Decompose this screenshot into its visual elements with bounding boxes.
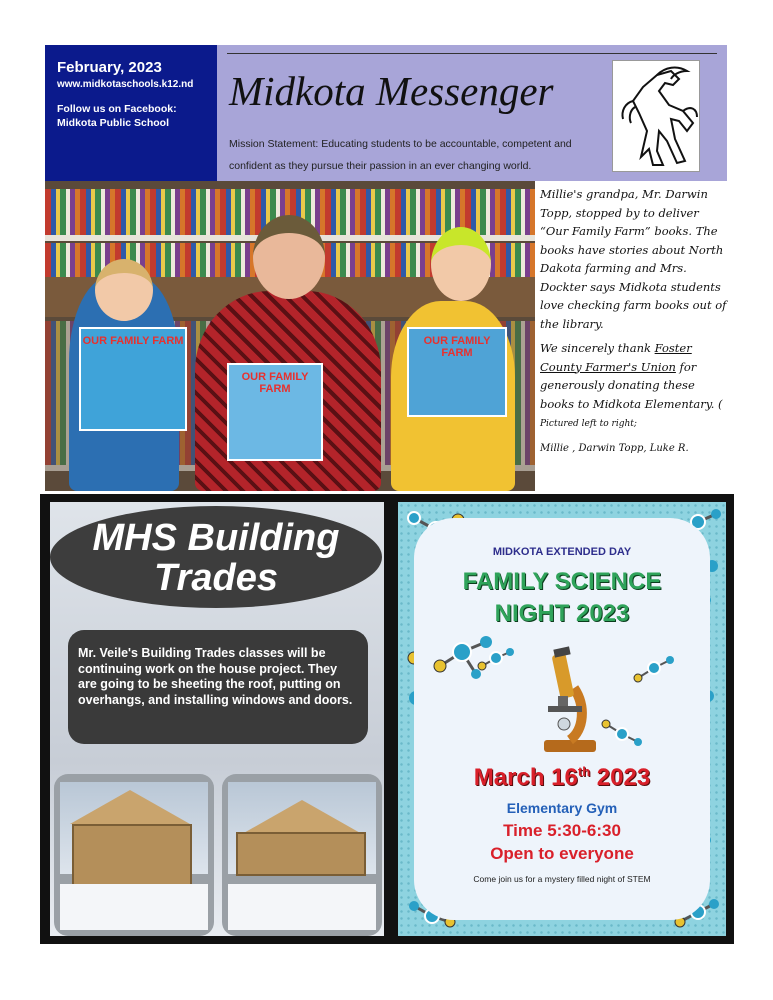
microscope-icon	[534, 644, 604, 756]
house-photo-1	[54, 774, 214, 936]
book-our-family-farm: OUR FAMILY FARM	[407, 327, 507, 417]
building-trades-title-line-2: Trades	[154, 557, 278, 599]
house-frame	[236, 832, 366, 876]
photo-caption: Millie , Darwin Topp, Luke R.	[540, 442, 689, 454]
molecule-icon	[630, 650, 678, 690]
science-night-title-line-2: NIGHT 2023	[494, 600, 630, 627]
issue-date: February, 2023	[57, 59, 162, 76]
pictured-note: Pictured left to right;	[540, 419, 637, 429]
building-trades-text: Mr. Veile's Building Trades classes will be continuing work on the house project. They are going to be sheeting the roof, putting on overhangs, and installing windows and doors.	[68, 630, 368, 744]
science-night-title-line-1: FAMILY SCIENCE	[462, 568, 662, 595]
header-info-panel	[45, 45, 217, 181]
event-location: Elementary Gym	[506, 800, 618, 816]
school-website[interactable]: www.midkotaschools.k12.nd	[57, 79, 194, 90]
story-text	[540, 185, 730, 464]
event-date-day: March 16	[473, 764, 578, 791]
millie-face	[95, 259, 153, 321]
snow	[228, 884, 376, 930]
story-paragraph-2	[540, 339, 730, 434]
event-date-year: 2023	[590, 764, 651, 791]
building-trades-title	[50, 506, 382, 608]
story-thanks: We sincerely thank	[540, 341, 655, 355]
mission-statement: Mission Statement: Educating students to be accountable, competent and confident as they pursue their passion in an ever changing world.	[229, 138, 572, 172]
story-paragraph-1: Millie's grandpa, Mr. Darwin Topp, stopped by to deliver “Our Family Farm” books. The books have stories about North Dakota farming and Mrs. Dockter says Midkota students love checking farm books out of the library.	[540, 187, 727, 331]
event-time: Time 5:30-6:30	[503, 821, 621, 840]
science-night-panel	[398, 502, 726, 936]
facebook-line-1: Follow us on Facebook:	[57, 103, 177, 115]
library-photo	[45, 181, 535, 491]
snow	[60, 884, 208, 930]
book-our-family-farm: OUR FAMILY FARM	[227, 363, 323, 461]
event-note: Come join us for a mystery filled night of STEM	[473, 874, 651, 884]
event-date-suffix: th	[577, 764, 591, 779]
house-photo-2	[222, 774, 382, 936]
molecule-icon	[474, 642, 518, 678]
event-date	[414, 764, 710, 792]
building-trades-panel	[50, 502, 384, 936]
story-donation: for generously donating these books to Midkota Elementary. (	[540, 359, 723, 411]
building-trades-title-line-1: MHS Building	[92, 517, 340, 559]
roof-frame	[242, 800, 362, 834]
foster-county-link[interactable]: Foster County Farmer's Union	[540, 341, 692, 374]
newsletter-title: Midkota Messenger	[229, 68, 554, 114]
extended-day-label: MIDKOTA EXTENDED DAY	[492, 546, 632, 558]
roof-frame	[70, 790, 190, 824]
molecule-icon	[598, 712, 646, 752]
mustang-horse-icon	[612, 60, 700, 172]
event-open-notice: Open to everyone	[490, 844, 634, 863]
science-night-card	[414, 518, 710, 920]
darwin-face	[253, 215, 325, 299]
luke-face	[431, 227, 491, 301]
facebook-line-2[interactable]: Midkota Public School	[57, 117, 170, 129]
masthead-rule	[227, 53, 717, 54]
science-night-title	[414, 566, 710, 630]
book-our-family-farm: OUR FAMILY FARM	[79, 327, 187, 431]
house-frame	[72, 824, 192, 888]
masthead	[217, 45, 727, 181]
